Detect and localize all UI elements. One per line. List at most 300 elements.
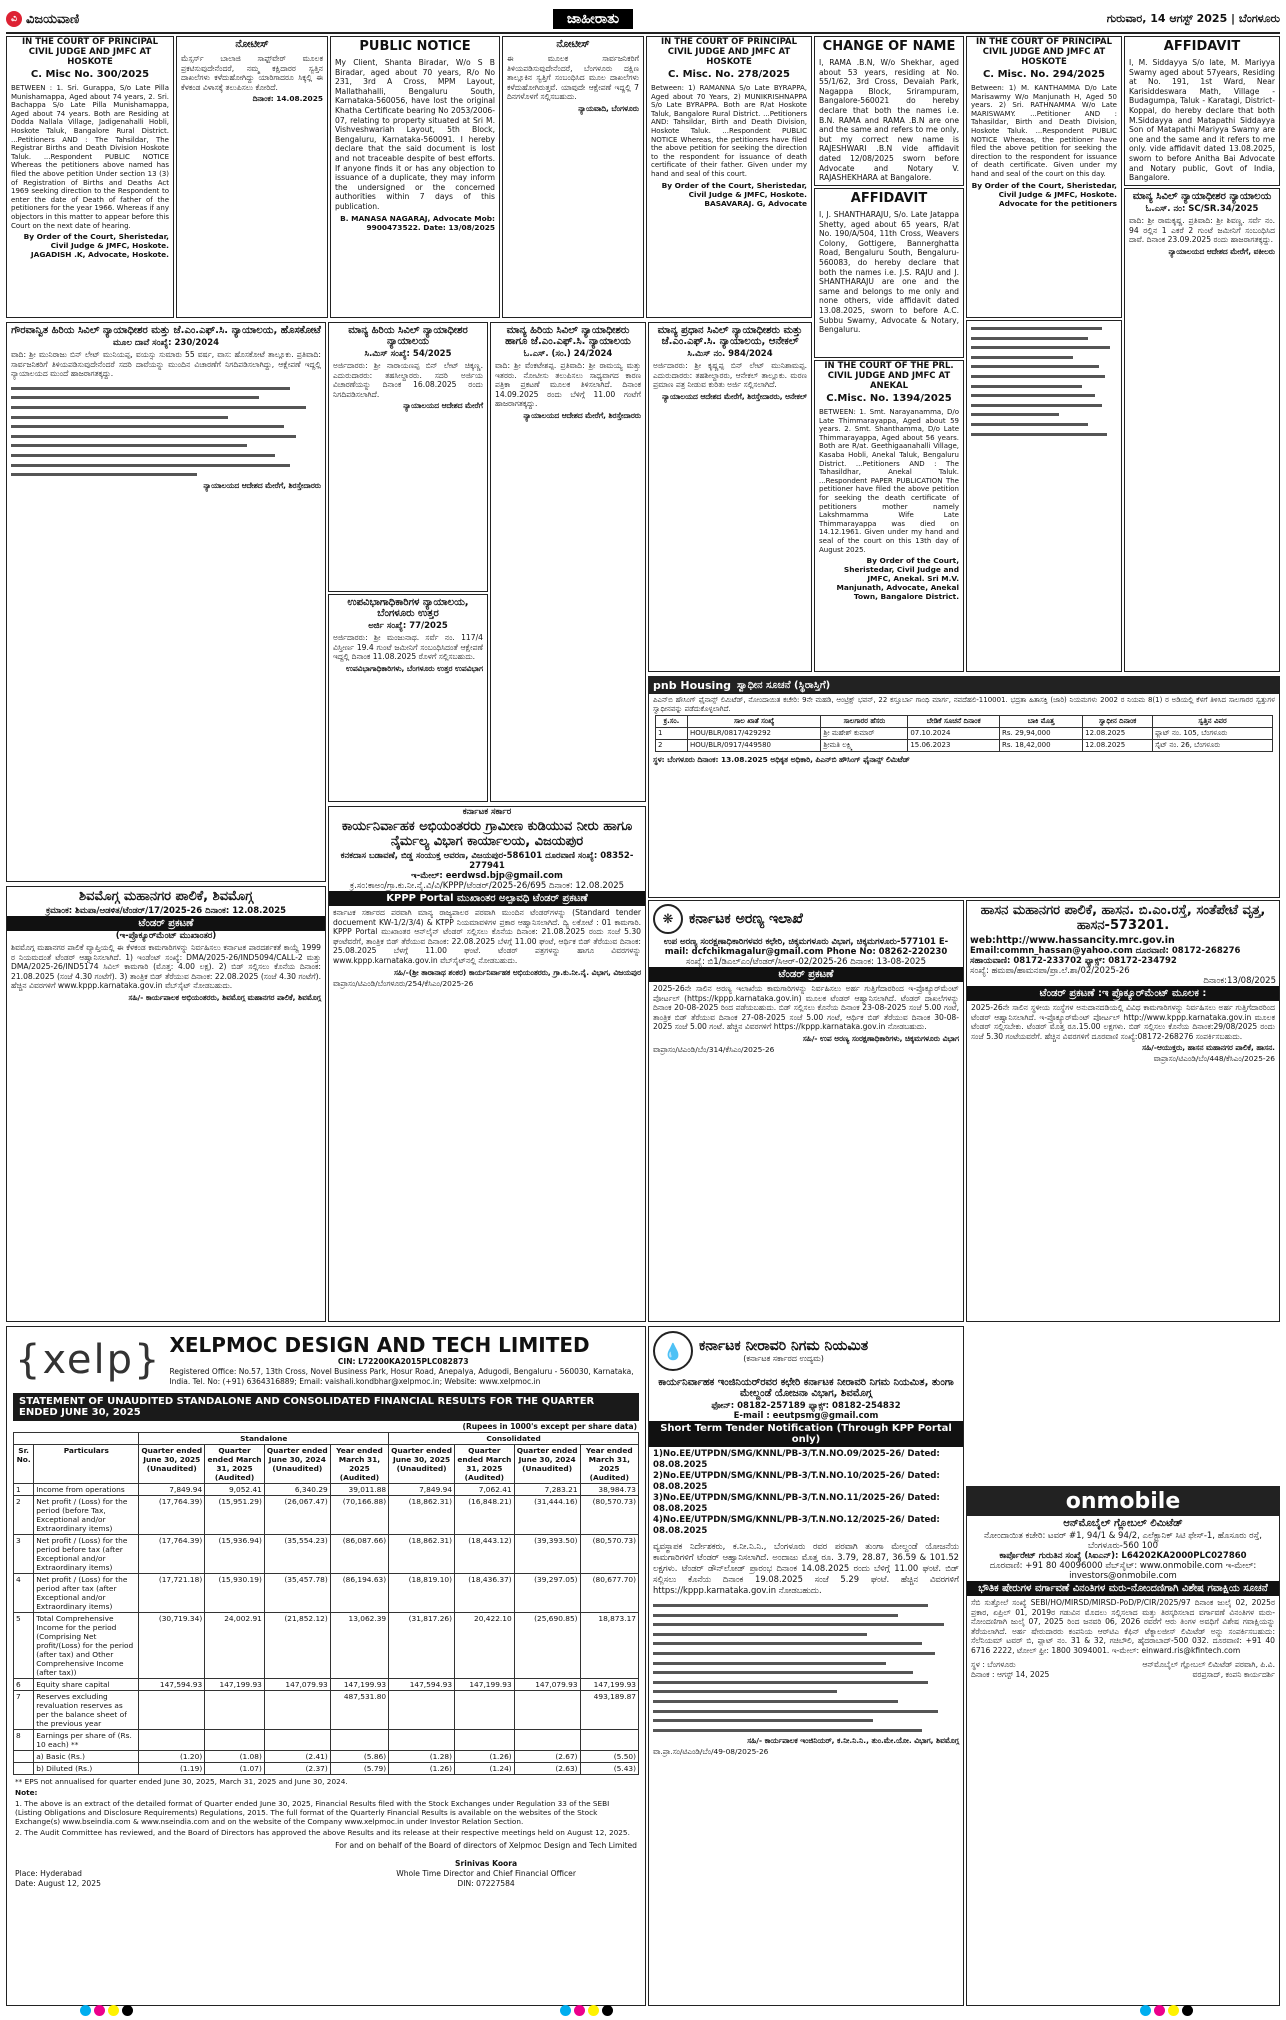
- notice-ref: ಸಂಖ್ಯೆ: ಹಮಪಾ/ಹಾಮನಪಾ/ಪ್ರಾ.ಲೆ.ಶಾ/02/2025-26: [970, 966, 1130, 976]
- table-cell: (25,690.85): [514, 1613, 580, 1679]
- xelp-header: [7, 1327, 645, 1393]
- table-cell: 24,002.91: [205, 1613, 265, 1679]
- table-cell: (21,852.12): [264, 1613, 330, 1679]
- table-cell: 7,283.21: [514, 1484, 580, 1496]
- registration-marks: [80, 2005, 133, 2016]
- onmobile-notice: [966, 1486, 1280, 2006]
- registration-dot: [94, 2005, 105, 2016]
- table-cell: [389, 1730, 455, 1751]
- column-header: ಕ್ರ.ಸಂ.: [656, 716, 688, 728]
- pnb-housing-possession-notice: [648, 676, 1280, 898]
- tender-item: 4)No.EE/UTPDN/SMG/KNNL/PB-3/T.N.NO.12/2025-26/ Dated: 08.08.2025: [653, 1515, 940, 1536]
- notice-subtitle: (ಇ-ಪ್ರೊಕ್ಯೂರ್‌ಮೆಂಟ್ ಮುಖಾಂತರ): [115, 931, 217, 941]
- pnb-table: [655, 715, 1273, 752]
- company-cin: CIN: L72200KA2015PLC082873: [337, 1357, 469, 1366]
- table-cell: Net profit / (Loss) for the period before tax (after Exceptional and/or Extraordinary items): [34, 1535, 139, 1574]
- place: ಸ್ಥಳ : ಬೆಂಗಳೂರು: [971, 1659, 1016, 1669]
- registration-marks: [560, 2005, 613, 2016]
- kannada-court-notice-right: [1124, 188, 1280, 672]
- tender-item: 1)No.EE/UTPDN/SMG/KNNL/PB-3/T.N.NO.09/2025-26/ Dated: 08.08.2025: [653, 1449, 940, 1470]
- notice-heading: ಟೆಂಡರ್ ಪ್ರಕಟಣೆ: [649, 967, 963, 982]
- case-number: ಓ.ಎಸ್. ನಂ: SC/SR.34/2025: [1145, 204, 1259, 214]
- table-cell: 147,199.93: [580, 1679, 638, 1691]
- notice-footer: ವಾಪ್ರಾಸಂ/ಟಿಎಂಡಿ/ಬೆಂಗಳೂರು/254/ಕೆಸಿಎಂ/2025-26: [333, 978, 474, 988]
- kannada-notice-1: [176, 36, 328, 318]
- table-cell: (39,393.50): [514, 1535, 580, 1574]
- table-cell: [139, 1730, 205, 1751]
- case-number: C. Misc No. 300/2025: [30, 69, 150, 80]
- table-cell: (15,951.29): [205, 1496, 265, 1535]
- notice-signature: ಸಹಿ/- ಕಾರ್ಯಪಾಲಕ ಅಭಿಯಂತರರು, ಶಿವಮೊಗ್ಗ ಮಹಾನಗರ ಪಾಲಿಕೆ, ಶಿವಮೊಗ್ಗ: [128, 992, 321, 1002]
- notice-body: ಪಿಎನ್‌ಬಿ ಹೌಸಿಂಗ್ ಫೈನಾನ್ಸ್ ಲಿಮಿಟೆಡ್, ನೋಂದಾಯಿತ ಕಚೇರಿ: 9ನೇ ಮಹಡಿ, ಆಂಟ್ರಿಕ್ಷ್ ಭವನ್, 22 ಕಸ್ತೂರ್ಬಾ ಗಾಂಧಿ ಮಾರ್ಗ, ನವದೆಹಲಿ-110001. ಭದ್ರತಾ ಹಿತಾಸಕ್ತಿ (ಜಾರಿ) ನಿಯಮಗಳು 2002 ರ ನಿಯಮ 8(1) ರ ಅಡಿಯಲ್ಲಿ ಕೆಳಗೆ ತಿಳಿಸಿದ ಸಾಲಗಾರರ ಸ್ವತ್ತುಗಳ ಸ್ವಾಧೀನವನ್ನು ಪಡೆದುಕೊಳ್ಳಲಾಗಿದೆ.: [653, 696, 1275, 713]
- table-cell: Rs. 29,94,000: [999, 728, 1082, 740]
- table-cell: HOU/BLR/0817/429292: [687, 728, 821, 740]
- pnb-logo: pnb Housing: [653, 679, 732, 692]
- table-cell: a) Basic (Rs.): [34, 1751, 139, 1763]
- column-header: ಸ್ವಾಧೀನ ದಿನಾಂಕ: [1083, 716, 1153, 728]
- affidavit-siddayya: [1124, 36, 1280, 186]
- court-notice-c278: [646, 36, 812, 318]
- place: Place: Hyderabad: [15, 1869, 82, 1878]
- table-cell: (17,721.18): [139, 1574, 205, 1613]
- table-cell: Rs. 18,42,000: [999, 740, 1082, 752]
- table-cell: (18,819.10): [389, 1574, 455, 1613]
- kannada-notice-2: [502, 36, 644, 318]
- notice-body: ವ್ಯವಸ್ಥಾಪಕ ನಿರ್ದೇಶಕರು, ಕ.ನೀ.ನಿ.ನಿ., ಬೆಂಗಳೂರು ರವರ ಪರವಾಗಿ ತುಂಗಾ ಮೇಲ್ದಂಡೆ ಯೋಜನೆಯ ಕಾಮಗಾರಿಗಳಿಗೆ ಟೆಂಡರ್ ಆಹ್ವಾನಿಸಲಾಗಿದೆ. ಅಂದಾಜು ಮೊತ್ತ ರೂ. 3.79, 28.87, 36.59 & 101.52 ಲಕ್ಷಗಳು. ಟೆಂಡರ್ ಡೌನ್‌ಲೋಡ್ ಪ್ರಾರಂಭ ದಿನಾಂಕ 14.08.2025 ರಂದು ಬೆಳಿಗ್ಗೆ 11.00 ಘಂಟೆ. ಬಿಡ್ ಸಲ್ಲಿಸಲು ಕೊನೆಯ ದಿನಾಂಕ 19.08.2025 ಸಂಜೆ 5.29 ಘಂಟೆ. ಹೆಚ್ಚಿನ ವಿವರಗಳಿಗೆ https://kppp.karnataka.gov.in ನೋಡಬಹುದು.: [653, 1541, 959, 1595]
- table-cell: ಸೈಟ್ ನಂ. 26, ಬೆಂಗಳೂರು: [1153, 740, 1273, 752]
- notice-signature: ಸಹಿ/- ಕಾರ್ಯಪಾಲಕ ಇಂಜಿನಿಯರ್, ಕ.ನೀ.ನಿ.ನಿ., ತುಂ.ಮೇ.ಯೋ. ವಿಭಾಗ, ಶಿವಮೊಗ್ಗ: [747, 1736, 959, 1746]
- table-row: [14, 1484, 639, 1496]
- notice-signature: ಸಹಿ/-ಆಯುಕ್ತರು, ಹಾಸನ ಮಹಾನಗರ ಪಾಲಿಕೆ, ಹಾಸನ.: [1142, 1043, 1275, 1053]
- financial-table: [13, 1432, 639, 1775]
- notice-date: ದಿನಾಂಕ:13/08/2025: [1203, 976, 1276, 986]
- table-cell: 7: [14, 1691, 34, 1730]
- notice-body: 2025-26ನೇ ಸಾಲಿನ ಸ್ಥಳೀಯ ಸಂಸ್ಥೆಗಳ ಅನುದಾನದಡಿಯಲ್ಲಿ ವಿವಿಧ ಕಾಮಗಾರಿಗಳನ್ನು ನಿರ್ವಹಿಸಲು ಅರ್ಹ ಗುತ್ತಿಗೆದಾರರಿಂದ ಟೆಂಡರ್ ಆಹ್ವಾನಿಸಲಾಗಿದೆ. ಇ-ಪ್ರೊಕ್ಯೂರ್‌ಮೆಂಟ್ ಪೋರ್ಟಲ್ http://www.kppp.karnataka.gov.in ಮೂಲಕ ಟೆಂಡರ್ ಸಲ್ಲಿಸಬೇಕು. ಟೆಂಡರ್ ಮೊತ್ತ ರೂ.15.00 ಲಕ್ಷಗಳು. ಬಿಡ್ ಸಲ್ಲಿಸಲು ಕೊನೆಯ ದಿನಾಂಕ:29/08/2025 ರಂದು ಸಂಜೆ 5.30 ಗಂಟೆಯವರೆಗೆ. ಹೆಚ್ಚಿನ ವಿವರಗಳಿಗೆ ದೂರವಾಣಿ ಸಂಖ್ಯೆ:08172-268276 ಸಂಪರ್ಕಿಸಬಹುದು.: [971, 1003, 1275, 1041]
- notice-body: ಕರ್ನಾಟಕ ಸರ್ಕಾರದ ಪರವಾಗಿ ಮಾನ್ಯ ರಾಜ್ಯಪಾಲರ ಪರವಾಗಿ ಮುಂದಿನ ಟೆಂಡರ್‌ಗಳನ್ನು (Standard tender docuement KW-1/2/3/4) & KTPP ನಿಯಮಾವಳಿಗಳ ಪ್ರಕಾರ ಆಹ್ವಾನಿಸಲಾಗಿದೆ. ದ್ವಿ ಲಕೋಟೆ : 01 ಕಾಮಗಾರಿ. KPPP Portal ಮುಖಾಂತರ ಆನ್‌ಲೈನ್ ಟೆಂಡರ್ ಸಲ್ಲಿಸಲು ಕೊನೆಯ ದಿನಾಂಕ: 21.08.2025 ರಂದು ಸಂಜೆ 5.30 ಘಂಟೆವರೆಗೆ, ತಾಂತ್ರಿಕ ಬಿಡ್ ತೆರೆಯುವ ದಿನಾಂಕ: 22.08.2025 ಬೆಳಗ್ಗೆ 11.00 ಘಂಟೆ, ಆರ್ಥಿಕ ಬಿಡ್ ತೆರೆಯುವ ದಿನಾಂಕ: 25.08.2025 ಬೆಳಗ್ಗೆ 11.00 ಘಂಟೆ. ಟೆಂಡರ್ ಪತ್ರಗಳನ್ನು ಹಾಗೂ ವಿವರಗಳನ್ನು www.kppp.karnataka.gov.in ವೆಬ್‌ಸೈಟ್‌ನಲ್ಲಿ ನೋಡಬಹುದು.: [333, 908, 641, 965]
- table-cell: 9,052.41: [205, 1484, 265, 1496]
- column-header: ಸ್ವತ್ತಿನ ವಿವರ: [1153, 716, 1273, 728]
- table-cell: (2.41): [264, 1751, 330, 1763]
- table-cell: [455, 1730, 515, 1751]
- table-cell: (17,764.39): [139, 1535, 205, 1574]
- notice-signature: By Order of the Court, Sheristedar, Civil Judge & JMFC, Hoskote. JAGADISH .K, Advocate, Hoskote.: [23, 232, 169, 260]
- court-name: IN THE COURT OF PRINCIPAL CIVIL JUDGE AND JMFC AT HOSKOTE: [21, 37, 159, 67]
- table-row: [656, 728, 1273, 740]
- table-cell: (5.79): [330, 1763, 388, 1775]
- table-cell: (35,554.23): [264, 1535, 330, 1574]
- xelpmoc-financial-results: [6, 1326, 646, 2006]
- table-cell: (1.28): [389, 1751, 455, 1763]
- table-cell: 493,189.87: [580, 1691, 638, 1730]
- table-cell: 07.10.2024: [908, 728, 1000, 740]
- notice-title: ನೋಟೀಸ್: [556, 39, 590, 50]
- column-header: Year ended March 31, 2025 (Audited): [580, 1445, 638, 1484]
- table-cell: 7,062.41: [455, 1484, 515, 1496]
- court-name: IN THE COURT OF THE PRL. CIVIL JUDGE AND JMFC AT ANEKAL: [824, 361, 954, 391]
- notice-body: ವಾದಿ: ಶ್ರೀ ರಾಮಕೃಷ್ಣ. ಪ್ರತಿವಾದಿ: ಶ್ರೀ ಶಿವಣ್ಣ. ಸರ್ವೆ ನಂ. 94 ರಲ್ಲಿನ 1 ಎಕರೆ 2 ಗುಂಟೆ ಜಮೀನಿಗೆ ಸಂಬಂಧಿಸಿದ ದಾವೆ. ದಿನಾಂಕ 23.09.2025 ರಂದು ಹಾಜರಾಗತಕ್ಕದ್ದು.: [1129, 216, 1275, 245]
- case-number: ಸಿ.ಮಿಸ್ ಸಂಖ್ಯೆ: 54/2025: [364, 349, 452, 359]
- table-cell: 12.08.2025: [1083, 740, 1153, 752]
- table-cell: 147,199.93: [205, 1679, 265, 1691]
- table-cell: 147,199.93: [455, 1679, 515, 1691]
- signature-block: [967, 1658, 1279, 1682]
- table-cell: 6: [14, 1679, 34, 1691]
- table-cell: 15.06.2023: [908, 740, 1000, 752]
- table-cell: [389, 1691, 455, 1730]
- kannada-notice-c98: [966, 320, 1122, 672]
- table-cell: 147,594.93: [389, 1679, 455, 1691]
- notice-title: CHANGE OF NAME: [822, 39, 956, 54]
- table-cell: (80,570.73): [580, 1496, 638, 1535]
- notice-ref: ಕ್ರಮಾಂಕ: ಶಿಮಪಾ/ಆಡಳಿತ/ಟೆಂಡರ್/17/2025-26 ದಿನಾಂಕ: 12.08.2025: [45, 906, 287, 916]
- table-cell: (80,677.70): [580, 1574, 638, 1613]
- notice-signature: By Order of the Court, Sheristedar, Civil Judge and JMFC, Anekal. Sri M.V. Manjunath, Advocate, Anekal Town, Bangalore District.: [836, 556, 959, 602]
- table-cell: [330, 1730, 388, 1751]
- notice-signature: ನ್ಯಾಯವಾದಿ, ಬೆಂಗಳೂರು: [578, 103, 639, 113]
- table-cell: 7,849.94: [389, 1484, 455, 1496]
- notice-body: I, J. SHANTHARAJU, S/o. Late Jatappa Shetty, aged about 65 years, R/at No. 190/A/504, 11th Cross, Weavers Colony, Gottigere, Bannerghatta Road, Bengaluru South, Bengaluru-560083, do hereby declare that both the names i.e. J.S. RAJU and J. SHANTHARAJU are one and the same and belongs to me only and none others, vide affidavit dated 13.08.2025, sworn to before A.C. Subbu Swamy, Advocate & Notary, Bengaluru.: [819, 210, 959, 335]
- notice-signature: ನ್ಯಾಯಾಲಯದ ಆದೇಶದ ಮೇರೆಗೆ: [403, 401, 483, 411]
- notice-title: ಮಾನ್ಯ ಹಿರಿಯ ಸಿವಿಲ್ ನ್ಯಾಯಾಧೀಶರ ನ್ಯಾಯಾಲಯ: [348, 325, 468, 347]
- table-cell: (2.37): [264, 1763, 330, 1775]
- notice-body: ಈ ಮೂಲಕ ಸಾರ್ವಜನಿಕರಿಗೆ ತಿಳಿಯಪಡಿಸುವುದೇನೆಂದರೆ, ಬೆಂಗಳೂರು ದಕ್ಷಿಣ ತಾಲ್ಲೂಕಿನ ಸ್ವತ್ತಿಗೆ ಸಂಬಂಧಿಸಿದ ಮೂಲ ದಾಖಲೆಗಳು ಕಳೆದುಹೋಗಿರುತ್ತವೆ. ಯಾವುದೇ ಆಕ್ಷೇಪಣೆ ಇದ್ದಲ್ಲಿ 7 ದಿನಗಳೊಳಗೆ ಸಲ್ಲಿಸಬಹುದು.: [507, 54, 639, 102]
- case-number: ಅರ್ಜಿ ಸಂಖ್ಯೆ: 77/2025: [368, 621, 448, 631]
- table-cell: [139, 1691, 205, 1730]
- date: Date: August 12, 2025: [15, 1879, 101, 1888]
- notice-title: PUBLIC NOTICE: [359, 39, 471, 54]
- table-cell: (5.43): [580, 1763, 638, 1775]
- table-row: [14, 1751, 639, 1763]
- table-cell: 3: [14, 1535, 34, 1574]
- notice-signature: ನ್ಯಾಯಾಲಯದ ಆದೇಶದ ಮೇರೆಗೆ, ಶಿರಸ್ತೇದಾರರು: [203, 480, 321, 490]
- table-cell: (80,570.73): [580, 1535, 638, 1574]
- case-number: ಸಿ.ಮಿಸ್ ನಂ. 984/2024: [687, 349, 773, 359]
- notice-body: ವಾದಿ: ಶ್ರೀ ವೆಂಕಟೇಶಪ್ಪ. ಪ್ರತಿವಾದಿ: ಶ್ರೀ ರಾಮಯ್ಯ ಮತ್ತು ಇತರರು. ನೋಟೀಸು ತಲುಪಿಸಲು ಸಾಧ್ಯವಾಗದ ಕಾರಣ ಪತ್ರಿಕಾ ಪ್ರಕಟಣೆ ಮೂಲಕ ತಿಳಿಸಲಾಗಿದೆ. ದಿನಾಂಕ 14.09.2025 ರಂದು ಬೆಳಿಗ್ಗೆ 11.00 ಗಂಟೆಗೆ ಹಾಜರಾಗತಕ್ಕದ್ದು.: [495, 361, 641, 409]
- statement-title: STATEMENT OF UNAUDITED STANDALONE AND CONSOLIDATED FINANCIAL RESULTS FOR THE QUARTER ENDED JUNE 30, 2025: [13, 1393, 639, 1421]
- registration-dot: [122, 2005, 133, 2016]
- table-cell: (39,297.05): [514, 1574, 580, 1613]
- column-header: ಬೇಡಿಕೆ ಸೂಚನೆ ದಿನಾಂಕ: [908, 716, 1000, 728]
- registration-dot: [588, 2005, 599, 2016]
- table-cell: 4: [14, 1574, 34, 1613]
- table-cell: (31,444.16): [514, 1496, 580, 1535]
- column-header: Quarter ended June 30, 2025 (Unaudited): [389, 1445, 455, 1484]
- registration-marks: [1140, 2005, 1193, 2016]
- notice-body: My Client, Shanta Biradar, W/o S B Biradar, aged about 70 years, R/o No 231, 3rd A Cross, MPM Layout, Mallathahalli, Bengaluru South, Karnataka-560056, have lost the original Khatha Certificate bearing No 2053/2006-07, relating to property situated at Sri M. Vishveshwariah Layout, 5th Block, Bengaluru, Karnataka-560091. I hereby declare that the said document is lost and not traceable despite of best efforts. If anyone finds it or has any objection to issuance of a duplicate, they may inform the undersigned or the concerned authorities within 7 days of this publication.: [335, 58, 495, 211]
- table-cell: 39,011.88: [330, 1484, 388, 1496]
- office-email: ಇ-ಮೇಲ್: eerdwsd.bjp@gmail.com: [411, 871, 563, 881]
- table-row: [14, 1691, 639, 1730]
- notice-heading: ಭೌತಿಕ ಷೇರುಗಳ ವರ್ಗಾವಣೆ ವಿನಂತಿಗಳ ಮರು-ನೋಂದಣಿಗಾಗಿ ವಿಶೇಷ ಗವಾಕ್ಷಿಯ ಸೂಚನೆ: [967, 1581, 1279, 1596]
- masthead: [6, 11, 79, 27]
- notice-signature: ಉಪವಿಭಾಗಾಧಿಕಾರಿಗಳು, ಬೆಂಗಳೂರು ಉತ್ತರ ಉಪವಿಭಾಗ: [345, 663, 483, 673]
- signature-block: [7, 1839, 645, 1891]
- notice-footer: ವಾ.ಪ್ರಾ.ಸಂ/ಟಿಎಂಡಿ/ಬೆಂ/49-08/2025-26: [653, 1747, 769, 1757]
- affidavit-shantharaju: [814, 188, 964, 358]
- office-address: ಉಪ ಅರಣ್ಯ ಸಂರಕ್ಷಣಾಧಿಕಾರಿಗಳವರ ಕಛೇರಿ, ಚಿಕ್ಕಮಗಳೂರು ವಿಭಾಗ, ಚಿಕ್ಕಮಗಳೂರು-577101 E-mail: dcfchikmagalur@gmail.com Phone No: 08262-220230: [663, 937, 949, 957]
- notice-body: ಅರ್ಜಿದಾರರು: ಶ್ರೀ ಕೃಷ್ಣಪ್ಪ ಬಿನ್ ಲೇಟ್ ಮುನಿಶಾಮಪ್ಪ. ಎದುರುದಾರರು: ತಹಶೀಲ್ದಾರರು, ಆನೇಕಲ್ ತಾಲ್ಲೂಕು. ಮರಣ ಪ್ರಮಾಣ ಪತ್ರ ನೀಡುವ ಕುರಿತು ಅರ್ಜಿ ಸಲ್ಲಿಸಲಾಗಿದೆ.: [653, 361, 807, 390]
- notice-body: Between: 1) M. KANTHAMMA D/o Late Marisawmy W/o Manjunath H, Aged 50 years. 2) Sri. RATHNAMMA W/o Late MARISWAMY. ...Petitioner AND : Tahasildar, Birth and Death Division, Hoskote Taluk. ...Respondent PUBLIC NOTICE Whereas, the petitioner have filed the above petition for seeking the direction to the respondent for issuance of death certificate. Given under my hand and seal of the court on this day.: [971, 84, 1117, 178]
- group-consolidated: Consolidated: [389, 1433, 639, 1445]
- notice-signature: ನ್ಯಾಯಾಲಯದ ಆದೇಶದ ಮೇರೆಗೆ, ವಕೀಲರು: [1168, 246, 1275, 256]
- kannada-court-notice-mid4: [648, 322, 812, 672]
- registration-dot: [1140, 2005, 1151, 2016]
- table-cell: (1.07): [205, 1763, 265, 1775]
- tender-list: [649, 1447, 963, 1539]
- table-cell: 147,079.93: [514, 1679, 580, 1691]
- company-cin: ಕಾರ್ಪೊರೇಟ್ ಗುರುತಿನ ಸಂಖ್ಯೆ (ಸಿಐಎನ್): L64202KA2000PLC027860: [999, 1551, 1247, 1561]
- company-name: XELPMOC DESIGN AND TECH LIMITED: [169, 1333, 590, 1357]
- table-cell: (31,817.26): [389, 1613, 455, 1679]
- table-cell: (18,436.37): [455, 1574, 515, 1613]
- text-filler: [649, 1598, 963, 1736]
- company-address: ನೋಂದಾಯಿತ ಕಚೇರಿ: ಟವರ್ #1, 94/1 & 94/2, ಎಲೆಕ್ಟ್ರಾನಿಕ್ ಸಿಟಿ ಫೇಸ್-1, ಹೊಸೂರು ರಸ್ತೆ, ಬೆಂಗಳೂರು-560 100: [984, 1531, 1262, 1551]
- table-cell: Income from operations: [34, 1484, 139, 1496]
- emblem-icon: ❋: [653, 904, 683, 934]
- column-header: Year ended March 31, 2025 (Audited): [330, 1445, 388, 1484]
- registration-dot: [574, 2005, 585, 2016]
- table-row: [14, 1730, 639, 1751]
- court-notice-c300: [6, 36, 174, 318]
- table-cell: 7,849.94: [139, 1484, 205, 1496]
- column-header: Quarter ended March 31, 2025 (Audited): [455, 1445, 515, 1484]
- note-1: 1. The above is an extract of the detailed format of Quarter ended June 30, 2025, Financial Results filed with the Stock Exchanges under Regulation 33 of the SEBI (Listing Obligations and Disclosure Requirements) Regulations, 2015. The full format of the Quarterly Financial Results is available on the websites of the Stock Exchange(s) www.bseindia.com & www.nseindia.com and on the website of the Company www.xelpmoc.in under Investor Relation Section.: [15, 1799, 610, 1826]
- table-cell: 2: [656, 740, 688, 752]
- court-name: IN THE COURT OF PRINCIPAL CIVIL JUDGE AND JMFC AT HOSKOTE: [660, 37, 798, 67]
- column-header: Sr. No.: [14, 1445, 34, 1484]
- table-cell: (18,862.31): [389, 1535, 455, 1574]
- change-of-name-notice: [814, 36, 964, 186]
- notice-heading: ಟೆಂಡರ್ ಪ್ರಕಟಣೆ :ಇ ಪ್ರೊಕ್ಯೂರ್‌ಮೆಂಟ್ ಮೂಲಕ :: [967, 986, 1279, 1001]
- kannada-court-notice-mid3: [328, 594, 488, 802]
- table-header-row: [14, 1445, 639, 1484]
- table-row: [14, 1613, 639, 1679]
- notice-body: ಸೆಬಿ ಸುತ್ತೋಲೆ ಸಂಖ್ಯೆ SEBI/HO/MIRSD/MIRSD-PoD/P/CIR/2025/97 ದಿನಾಂಕ ಜುಲೈ 02, 2025ರ ಪ್ರಕಾರ, ಏಪ್ರಿಲ್ 01, 2019ರ ಗಡುವಿನ ಮೊದಲು ಸಲ್ಲಿಸಲಾದ ಮತ್ತು ತಿರಸ್ಕರಿಸಲಾದ ವರ್ಗಾವಣೆ ವಿನಂತಿಗಳ ಮರು-ನೋಂದಣಿಗಾಗಿ ಜುಲೈ 07, 2025 ರಿಂದ ಜನವರಿ 06, 2026 ರವರೆಗೆ ಆರು ತಿಂಗಳ ಅವಧಿಗೆ ವಿಶೇಷ ಗವಾಕ್ಷಿಯನ್ನು ತೆರೆಯಲಾಗಿದೆ. ಅರ್ಹ ಷೇರುದಾರರು ಕಂಪನಿಯ ಆರ್‌ಟಿಎ ಕೆಫಿನ್ ಟೆಕ್ನಾಲಜೀಸ್ ಲಿಮಿಟೆಡ್ ಅನ್ನು ಸಂಪರ್ಕಿಸಬಹುದು: ಸೆಲೆನಿಯಮ್ ಟವರ್ ಬಿ, ಪ್ಲಾಟ್ ನಂ. 31 & 32, ಗಚಿಬೌಲಿ, ಹೈದರಾಬಾದ್-500 032. ದೂರವಾಣಿ: +91 40 6716 2222, ಟೋಲ್ ಫ್ರೀ: 1800 3094001. ಇ-ಮೇಲ್: einward.ris@kfintech.com: [971, 1598, 1275, 1655]
- email: Email:commn_hassan@yahoo.com ದೂರವಾಣಿ: 08172-268276: [970, 946, 1241, 956]
- notice-footer: ಸ್ಥಳ: ಬೆಂಗಳೂರು ದಿನಾಂಕ: 13.08.2025 ಅಧಿಕೃತ ಅಧಿಕಾರಿ, ಪಿಎನ್‌ಬಿ ಹೌಸಿಂಗ್ ಫೈನಾನ್ಸ್ ಲಿಮಿಟೆಡ್: [653, 755, 910, 765]
- table-cell: (15,936.94): [205, 1535, 265, 1574]
- case-number: ಓ.ಎಸ್. (ಸಂ.) 24/2024: [523, 349, 613, 359]
- company-address: Registered Office: No.57, 13th Cross, Novel Business Park, Hosur Road, Anepalya, Adugodi, Bengaluru - 560030, Karnataka, India. Tel. No: (+91) 6364316889; Email: vaishali.kondbhar@xelpmoc.in; Website: www.xelpmoc.in: [169, 1367, 634, 1386]
- column-header: Quarter ended June 30, 2024 (Unaudited): [264, 1445, 330, 1484]
- table-cell: ಶ್ರೀ ಮಹೇಶ್ ಕುಮಾರ್: [821, 728, 908, 740]
- table-cell: (16,848.21): [455, 1496, 515, 1535]
- hassan-tender-notice: [966, 900, 1280, 1322]
- notice-signature: By Order of the Court, Sheristedar, Civil Judge & JMFC, Hoskote. BASAVARAJ. G, Advocate: [661, 180, 807, 208]
- brand-logo-icon: ವಿ: [6, 11, 22, 27]
- table-cell: (26,067.47): [264, 1496, 330, 1535]
- notice-title: ಕಾರ್ಯನಿರ್ವಾಹಕ ಅಭಿಯಂತರರು ಗ್ರಾಮೀಣ ಕುಡಿಯುವ ನೀರು ಹಾಗೂ ನೈರ್ಮಲ್ಯ ವಿಭಾಗ ಕಾರ್ಯಾಲಯ, ವಿಜಯಪುರ: [341, 819, 633, 849]
- notice-date: ದಿನಾಂಕ: 14.08.2025: [252, 94, 323, 104]
- column-header: ಸಾಲಗಾರರ ಹೆಸರು: [821, 716, 908, 728]
- date: ದಿನಾಂಕ : ಆಗಸ್ಟ್ 14, 2025: [971, 1669, 1050, 1679]
- court-name: IN THE COURT OF PRINCIPAL CIVIL JUDGE AND JMFC AT HOSKOTE: [975, 37, 1113, 67]
- vijayapura-tender-notice: [328, 806, 646, 1322]
- column-header: Particulars: [34, 1445, 139, 1484]
- notice-title: ಸ್ವಾಧೀನ ಸೂಚನೆ (ಸ್ಥಿರಾಸ್ತಿಗೆ): [737, 680, 831, 691]
- group-standalone: Standalone: [139, 1433, 389, 1445]
- table-cell: (1.08): [205, 1751, 265, 1763]
- table-cell: Reserves excluding revaluation reserves as per the balance sheet of the previous year: [34, 1691, 139, 1730]
- knnl-tender-notice: [648, 1326, 964, 2006]
- table-cell: [264, 1691, 330, 1730]
- table-cell: [264, 1730, 330, 1751]
- table-cell: [514, 1691, 580, 1730]
- company-name: ಆನ್‌ಮೊಬೈಲ್ ಗ್ಲೋಬಲ್ ಲಿಮಿಟೆಡ್: [1063, 1518, 1183, 1529]
- signatory: ಆನ್‌ಮೊಬೈಲ್ ಗ್ಲೋಬಲ್ ಲಿಮಿಟೆಡ್ ಪರವಾಗಿ, ಪಿ.ವಿ. ವರಪ್ರಸಾದ್, ಕಂಪನಿ ಕಾರ್ಯದರ್ಶಿ: [1142, 1659, 1275, 1679]
- govt-label: ಕರ್ನಾಟಕ ಸರ್ಕಾರ: [462, 807, 512, 817]
- court-notice-c294: [966, 36, 1122, 318]
- kannada-court-notice-mid2: [490, 322, 646, 802]
- table-cell: ಫ್ಲಾಟ್ ನಂ. 105, ಬೆಂಗಳೂರು: [1153, 728, 1273, 740]
- notice-body: ಅರ್ಜಿದಾರರು: ಶ್ರೀ ಮಂಜುನಾಥ. ಸರ್ವೆ ನಂ. 117/4 ವಿಸ್ತೀರ್ಣ 19.4 ಗುಂಟೆ ಜಮೀನಿಗೆ ಸಂಬಂಧಿಸಿದಂತೆ ಆಕ್ಷೇಪಣೆ ಇದ್ದಲ್ಲಿ ದಿನಾಂಕ 11.08.2025 ರೊಳಗೆ ಸಲ್ಲಿಸಬಹುದು.: [333, 633, 483, 662]
- notice-title: ಉಪವಿಭಾಗಾಧಿಕಾರಿಗಳ ನ್ಯಾಯಾಲಯ, ಬೆಂಗಳೂರು ಉತ್ತರ: [347, 597, 469, 619]
- table-header-row: [656, 716, 1273, 728]
- table-cell: 18,873.17: [580, 1613, 638, 1679]
- registration-dot: [1182, 2005, 1193, 2016]
- notice-title: ಹಾಸನ ಮಹಾನಗರ ಪಾಲಿಕೆ, ಹಾಸನ. ಬಿ.ಎಂ.ರಸ್ತೆ, ಸಂತೆಪೇಟೆ ವೃತ್ತ, ಹಾಸನ-573201.: [980, 903, 1266, 933]
- table-cell: 1: [656, 728, 688, 740]
- column-header: ಸಾಲ ಖಾತೆ ಸಂಖ್ಯೆ: [687, 716, 821, 728]
- table-cell: 1: [14, 1484, 34, 1496]
- note-label: Note:: [15, 1788, 38, 1797]
- note-2: 2. The Audit Committee has reviewed, and the Board of Directors has approved the above Results and its release at their respective meetings held on August 12, 2025.: [15, 1828, 630, 1837]
- table-cell: (1.19): [139, 1763, 205, 1775]
- notice-body: ವಾದಿ: ಶ್ರೀ ಮುನಿರಾಜು ಬಿನ್ ಲೇಟ್ ಮುನಿಯಪ್ಪ, ವಯಸ್ಸು ಸುಮಾರು 55 ವರ್ಷ, ವಾಸ: ಹೊಸಕೋಟೆ ತಾಲ್ಲೂಕು. ಪ್ರತಿವಾದಿ: ಸಾರ್ವಜನಿಕರಿಗೆ ತಿಳಿಯಪಡಿಸುವುದೇನೆಂದರೆ ಸದರಿ ದಾವೆಯನ್ನು ಮುಂದಿನ ವಿಚಾರಣೆಗೆ ನಿಗದಿಪಡಿಸಲಾಗಿದ್ದು, ಆಕ್ಷೇಪಣೆ ಇದ್ದಲ್ಲಿ ನ್ಯಾಯಾಲಯದ ಮುಂದೆ ಹಾಜರಾಗತಕ್ಕದ್ದು.: [11, 350, 321, 379]
- notice-footer: ವಾಪ್ರಾಸಂ/ಟಿಎಂಡಿ/ಬೆಂ/314/ಕೆಸಿಎಂ/2025-26: [653, 1044, 775, 1054]
- table-cell: HOU/BLR/0917/449580: [687, 740, 821, 752]
- notice-title: ಕರ್ನಾಟಕ ಅರಣ್ಯ ಇಲಾಖೆ: [689, 911, 803, 927]
- table-cell: 38,984.73: [580, 1484, 638, 1496]
- notice-heading: ಟೆಂಡರ್ ಪ್ರಕಟಣೆ: [7, 916, 325, 931]
- notice-title: ಮಾನ್ಯ ಪ್ರಧಾನ ಸಿವಿಲ್ ನ್ಯಾಯಾಧೀಶರು ಮತ್ತು ಜೆ.ಎಂ.ಎಫ್.ಸಿ. ನ್ಯಾಯಾಲಯ, ಆನೇಕಲ್: [657, 325, 803, 347]
- table-cell: [580, 1730, 638, 1751]
- table-cell: (5.50): [580, 1751, 638, 1763]
- column-header: Quarter ended March 31, 2025 (Audited): [205, 1445, 265, 1484]
- table-cell: 147,594.93: [139, 1679, 205, 1691]
- kannada-court-notice-mid1: [328, 322, 488, 592]
- notice-title: ಕರ್ನಾಟಕ ನೀರಾವರಿ ನಿಗಮ ನಿಯಮಿತ: [699, 1338, 869, 1354]
- notice-body: Between: 1) RAMANNA S/o Late BYRAPPA, Aged about 70 Years, 2) MUNIKRISHNAPPA S/o Late BYRAPPA. Both are R/at Hoskote Taluk, Bangalore Rural District. ...Petitioners AND: Tahsildar, Birth and Death Division, Hoskote Taluk. ...Respondent PUBLIC NOTICE Whereas, the petitioners have filed the above petition for seeking the direction to the respondent for issuance of death certificate of their father. Given under my hand and seal of this court.: [651, 84, 807, 178]
- table-cell: 20,422.10: [455, 1613, 515, 1679]
- notice-body: I, M. Siddayya S/o late, M. Mariyya Swamy aged about 57years, Residing at No. 191, 1st Ward, Near Karisiddeswara Math, Village - Budagumpa, Taluk - Karatagi, District-Koppal, do hereby declare that both M.Siddayya and Matapathi Siddayya Son of Matapathi Mariyya Swamy are one and the same and it refers to me only. vide affidavit dated 13.08.2025, sworn to before Anitha Bai Advocate and Notary public, Govt of India, Bangalore.: [1129, 58, 1275, 183]
- table-cell: b) Diluted (Rs.): [34, 1763, 139, 1775]
- shivamogga-tender-notice: [6, 886, 326, 1322]
- notice-body: BETWEEN : 1. Sri. Gurappa, S/o Late Pilla Munishamappa, Aged about 74 years, 2. Sri. Bachappa S/o Late Pilla Munishamappa, Aged about 74 years. Both are Residing at Dodda Nallala Village, Jadigenahalli Hobli, Hoskote Taluk, Bangalore Rural District. ...Petitioners AND : The Tahsildar, The Registrar Births and Death Division Hoskote Taluk. ...Respondent PUBLIC NOTICE Whereas the petitioners above named has filed the above petition Under section 13 (3) of Registration of Births and Deaths Act 1969 seeking direction to the Respondent to enter the date of Death of father of the petitioners for the year 1966. Whereas if any objectors in this matter to appear before this Court on the next date of hearing.: [11, 84, 169, 230]
- knnl-header: [649, 1327, 963, 1375]
- table-group-blank: [14, 1433, 139, 1445]
- table-group-row: [14, 1433, 639, 1445]
- notice-signature: ನ್ಯಾಯಾಲಯದ ಆದೇಶದ ಮೇರೆಗೆ, ಶಿರಸ್ತೇದಾರರು, ಆನೇಕಲ್: [662, 391, 807, 401]
- tender-item: 2)No.EE/UTPDN/SMG/KNNL/PB-3/T.N.NO.10/2025-26/ Dated: 08.08.2025: [653, 1471, 940, 1492]
- registration-dot: [602, 2005, 613, 2016]
- table-row: [14, 1574, 639, 1613]
- phone-fax: ಫೋನ್: 08182-257189 ಫ್ಯಾಕ್ಸ್: 08182-254832: [711, 1401, 901, 1411]
- table-cell: Equity share capital: [34, 1679, 139, 1691]
- table-cell: (2.67): [514, 1751, 580, 1763]
- notice-title: ಶಿವಮೊಗ್ಗ ಮಹಾನಗರ ಪಾಲಿಕೆ, ಶಿವಮೊಗ್ಗ: [79, 889, 253, 904]
- units-label: (Rupees in 1000's except per share data): [462, 1422, 637, 1431]
- table-body: [14, 1484, 639, 1775]
- section-title: ಜಾಹೀರಾತು: [553, 9, 633, 29]
- table-cell: 2: [14, 1496, 34, 1535]
- table-cell: [14, 1763, 34, 1775]
- table-cell: (2.63): [514, 1763, 580, 1775]
- notice-body: BETWEEN: 1. Smt. Narayanamma, D/o Late Thimmarayappa, Aged about 59 years. 2. Smt. Shanthamma, D/o Late Thimmarayappa, Aged about 56 years. Both are R/at. Geethigaanahalli Village, Kasaba Hobli, Anekal Taluk, Bengaluru District. ...Petitioners AND : The Tahasildhar, Anekal Taluk. ...Respondent PAPER PUBLICATION The petitioner have filed the above petition for seeking the death certificate of petitioners mother namely Lakshmamma Wife Late Thimmarayappa was died on 14.12.1961. Given under my hand and seal of the court on this 13th day of August 2025.: [819, 408, 959, 554]
- table-cell: (86,087.66): [330, 1535, 388, 1574]
- table-row: [14, 1535, 639, 1574]
- notice-footer: ವಾಪ್ರಾಸಂ/ಟಿಎಂಡಿ/ಬೆಂ/448/ಕೆಸಿಎಂ/2025-26: [1153, 1054, 1275, 1064]
- public-notice: [330, 36, 500, 318]
- kannada-court-notice-left: [6, 322, 326, 882]
- table-cell: [205, 1691, 265, 1730]
- notice-title: ಮಾನ್ಯ ಹಿರಿಯ ಸಿವಿಲ್ ನ್ಯಾಯಾಧೀಶರು ಹಾಗೂ ಜೆ.ಎಂ.ಎಫ್.ಸಿ. ನ್ಯಾಯಾಲಯ: [505, 325, 631, 347]
- issue-date: ಗುರುವಾರ, 14 ಆಗಸ್ಟ್ 2025 | ಬೆಂಗಳೂರು: [1106, 12, 1280, 25]
- eps-note: ** EPS not annualised for quarter ended June 30, 2025, March 31, 2025 and June 30, 2024.: [15, 1777, 348, 1786]
- table-cell: (1.20): [139, 1751, 205, 1763]
- notice-body: ಅರ್ಜಿದಾರರು: ಶ್ರೀ ನಾರಾಯಣಪ್ಪ ಬಿನ್ ಲೇಟ್ ಚಿಕ್ಕಣ್ಣ. ಎದುರುದಾರರು: ತಹಸೀಲ್ದಾರರು. ಸದರಿ ಅರ್ಜಿಯ ವಿಚಾರಣೆಯನ್ನು ದಿನಾಂಕ 16.08.2025 ರಂದು ನಿಗದಿಪಡಿಸಲಾಗಿದೆ.: [333, 361, 483, 399]
- table-cell: 8: [14, 1730, 34, 1751]
- signatory-din: DIN: 07227584: [457, 1879, 515, 1888]
- table-cell: Earnings per share of (Rs. 10 each) **: [34, 1730, 139, 1751]
- notice-body: I, RAMA .B.N, W/o Shekhar, aged about 53 years, residing at No. 55/1/62, 3rd Cross, Devaiah Park, Nagappa Block, Srirampuram, Bangalore-560021 do hereby declare that both the names i.e. B.N. RAMA and RAMA .B.N are one and the same and refers to me only, but my correct new name is RAJESHWARI .B.N vide affidavit dated 12/08/2025 sworn before Advocate and Notary V. RAJASHEKHARA at Bangalore.: [819, 58, 959, 183]
- email: E-mail : eeutpsmg@gmail.com: [733, 1411, 879, 1421]
- phone: ಸಹಾಯವಾಣಿ: 08172-233702 ಫ್ಯಾಕ್ಸ್: 08172-234792: [970, 956, 1177, 966]
- notice-title: AFFIDAVIT: [1163, 39, 1241, 54]
- table-cell: 487,531.80: [330, 1691, 388, 1730]
- website: web:http://www.hassancity.mrc.gov.in: [970, 935, 1175, 946]
- forest-header: [649, 901, 963, 937]
- table-cell: 6,340.29: [264, 1484, 330, 1496]
- notice-body: 2025-26ನೇ ಸಾಲಿನ ಅರಣ್ಯ ಇಲಾಖೆಯ ಕಾಮಗಾರಿಗಳನ್ನು ನಿರ್ವಹಿಸಲು ಅರ್ಹ ಗುತ್ತಿಗೆದಾರರಿಂದ ಇ-ಪ್ರೊಕ್ಯೂರ್‌ಮೆಂಟ್ ಪೋರ್ಟಲ್ (https://kppp.karnataka.gov.in) ಮೂಲಕ ಟೆಂಡರ್ ಆಹ್ವಾನಿಸಲಾಗಿದೆ. ಟೆಂಡರ್ ದಾಖಲೆಗಳನ್ನು ದಿನಾಂಕ 20-08-2025 ರಿಂದ ಪಡೆಯಬಹುದು. ಬಿಡ್ ಸಲ್ಲಿಸಲು ಕೊನೆಯ ದಿನಾಂಕ 23-08-2025 ಸಂಜೆ 5.00 ಗಂಟೆ, ತಾಂತ್ರಿಕ ಬಿಡ್ ತೆರೆಯುವ ದಿನಾಂಕ 27-08-2025 ಸಂಜೆ 5.00 ಗಂಟೆ, ಆರ್ಥಿಕ ಬಿಡ್ ತೆರೆಯುವ ದಿನಾಂಕ 30-08-2025 ಸಂಜೆ 5.00 ಗಂಟೆ. ಹೆಚ್ಚಿನ ವಿವರಗಳಿಗೆ https://kppp.karnataka.gov.in ನೋಡಬಹುದು.: [653, 984, 959, 1032]
- table-row: [14, 1496, 639, 1535]
- table-cell: 12.08.2025: [1083, 728, 1153, 740]
- table-cell: [455, 1691, 515, 1730]
- notice-title: ಗೌರವಾನ್ವಿತ ಹಿರಿಯ ಸಿವಿಲ್ ನ್ಯಾಯಾಧೀಶರ ಮತ್ತು ಜೆ.ಎಂ.ಎಫ್.ಸಿ. ನ್ಯಾಯಾಲಯ, ಹೊಸಕೋಟೆ: [11, 325, 321, 336]
- registration-dot: [1154, 2005, 1165, 2016]
- court-notice-c1394: [814, 360, 964, 672]
- notification-title: Short Term Tender Notification (Through KPP Portal only): [649, 1421, 963, 1447]
- text-filler: [7, 381, 325, 481]
- onmobile-logo: onmobile: [967, 1487, 1279, 1516]
- text-filler: [967, 321, 1121, 440]
- table-row: [14, 1763, 639, 1775]
- table-cell: (18,862.31): [389, 1496, 455, 1535]
- table-cell: (17,764.39): [139, 1496, 205, 1535]
- table-body: [656, 728, 1273, 752]
- table-cell: (15,930.19): [205, 1574, 265, 1613]
- table-cell: (1.26): [389, 1763, 455, 1775]
- column-header: Quarter ended June 30, 2024 (Unaudited): [514, 1445, 580, 1484]
- notice-signature: ಸಹಿ/- ಉಪ ಅರಣ್ಯ ಸಂರಕ್ಷಣಾಧಿಕಾರಿಗಳು, ಚಿಕ್ಕಮಗಳೂರು ವಿಭಾಗ: [802, 1033, 959, 1043]
- office-address: ಕನಕದಾಸ ಬಡಾವಣೆ, ಬಿಡ್ಡ ಸಂಯುಕ್ತ ಆವರಣ, ವಿಜಯಪುರ-586101 ದೂರವಾಣಿ ಸಂಖ್ಯೆ: 08352-277941: [340, 851, 634, 871]
- table-cell: (30,719.34): [139, 1613, 205, 1679]
- case-number: C. Misc. No. 294/2025: [982, 69, 1106, 80]
- notice-ref: ಸಂಖ್ಯೆ: ಬಿ1/ಡಿಎಲ್‌ಎಂ/ಟೆಂಡರ್/ಸಿಆರ್-02/2025-26 ದಿನಾಂಕ: 13-08-2025: [685, 957, 926, 967]
- notice-signature: ನ್ಯಾಯಾಲಯದ ಆದೇಶದ ಮೇರೆಗೆ, ಶಿರಸ್ತೇದಾರರು: [523, 410, 641, 420]
- table-cell: (5.86): [330, 1751, 388, 1763]
- signatory-designation: Whole Time Director and Chief Financial Officer: [396, 1869, 576, 1878]
- notice-heading: KPPP Portal ಮುಖಾಂತರ ಅಲ್ಪಾವಧಿ ಟೆಂಡರ್ ಪ್ರಕಟಣೆ: [329, 891, 645, 906]
- company-contact: ದೂರವಾಣಿ: +91 80 40096000 ವೆಬ್‌ಸೈಟ್: www.onmobile.com ಇ-ಮೇಲ್: investors@onmobile.com: [989, 1561, 1257, 1581]
- registration-dot: [108, 2005, 119, 2016]
- table-cell: [205, 1730, 265, 1751]
- table-cell: (1.24): [455, 1763, 515, 1775]
- notice-signature: By Order of the Court, Sheristedar, Civil Judge & JMFC, Hoskote. Advocate for the petitioners: [971, 180, 1117, 208]
- case-number: C.Misc. No. 1394/2025: [826, 393, 952, 404]
- notice-title: ನೋಟೀಸ್: [235, 39, 269, 50]
- notice-title: AFFIDAVIT: [850, 191, 928, 206]
